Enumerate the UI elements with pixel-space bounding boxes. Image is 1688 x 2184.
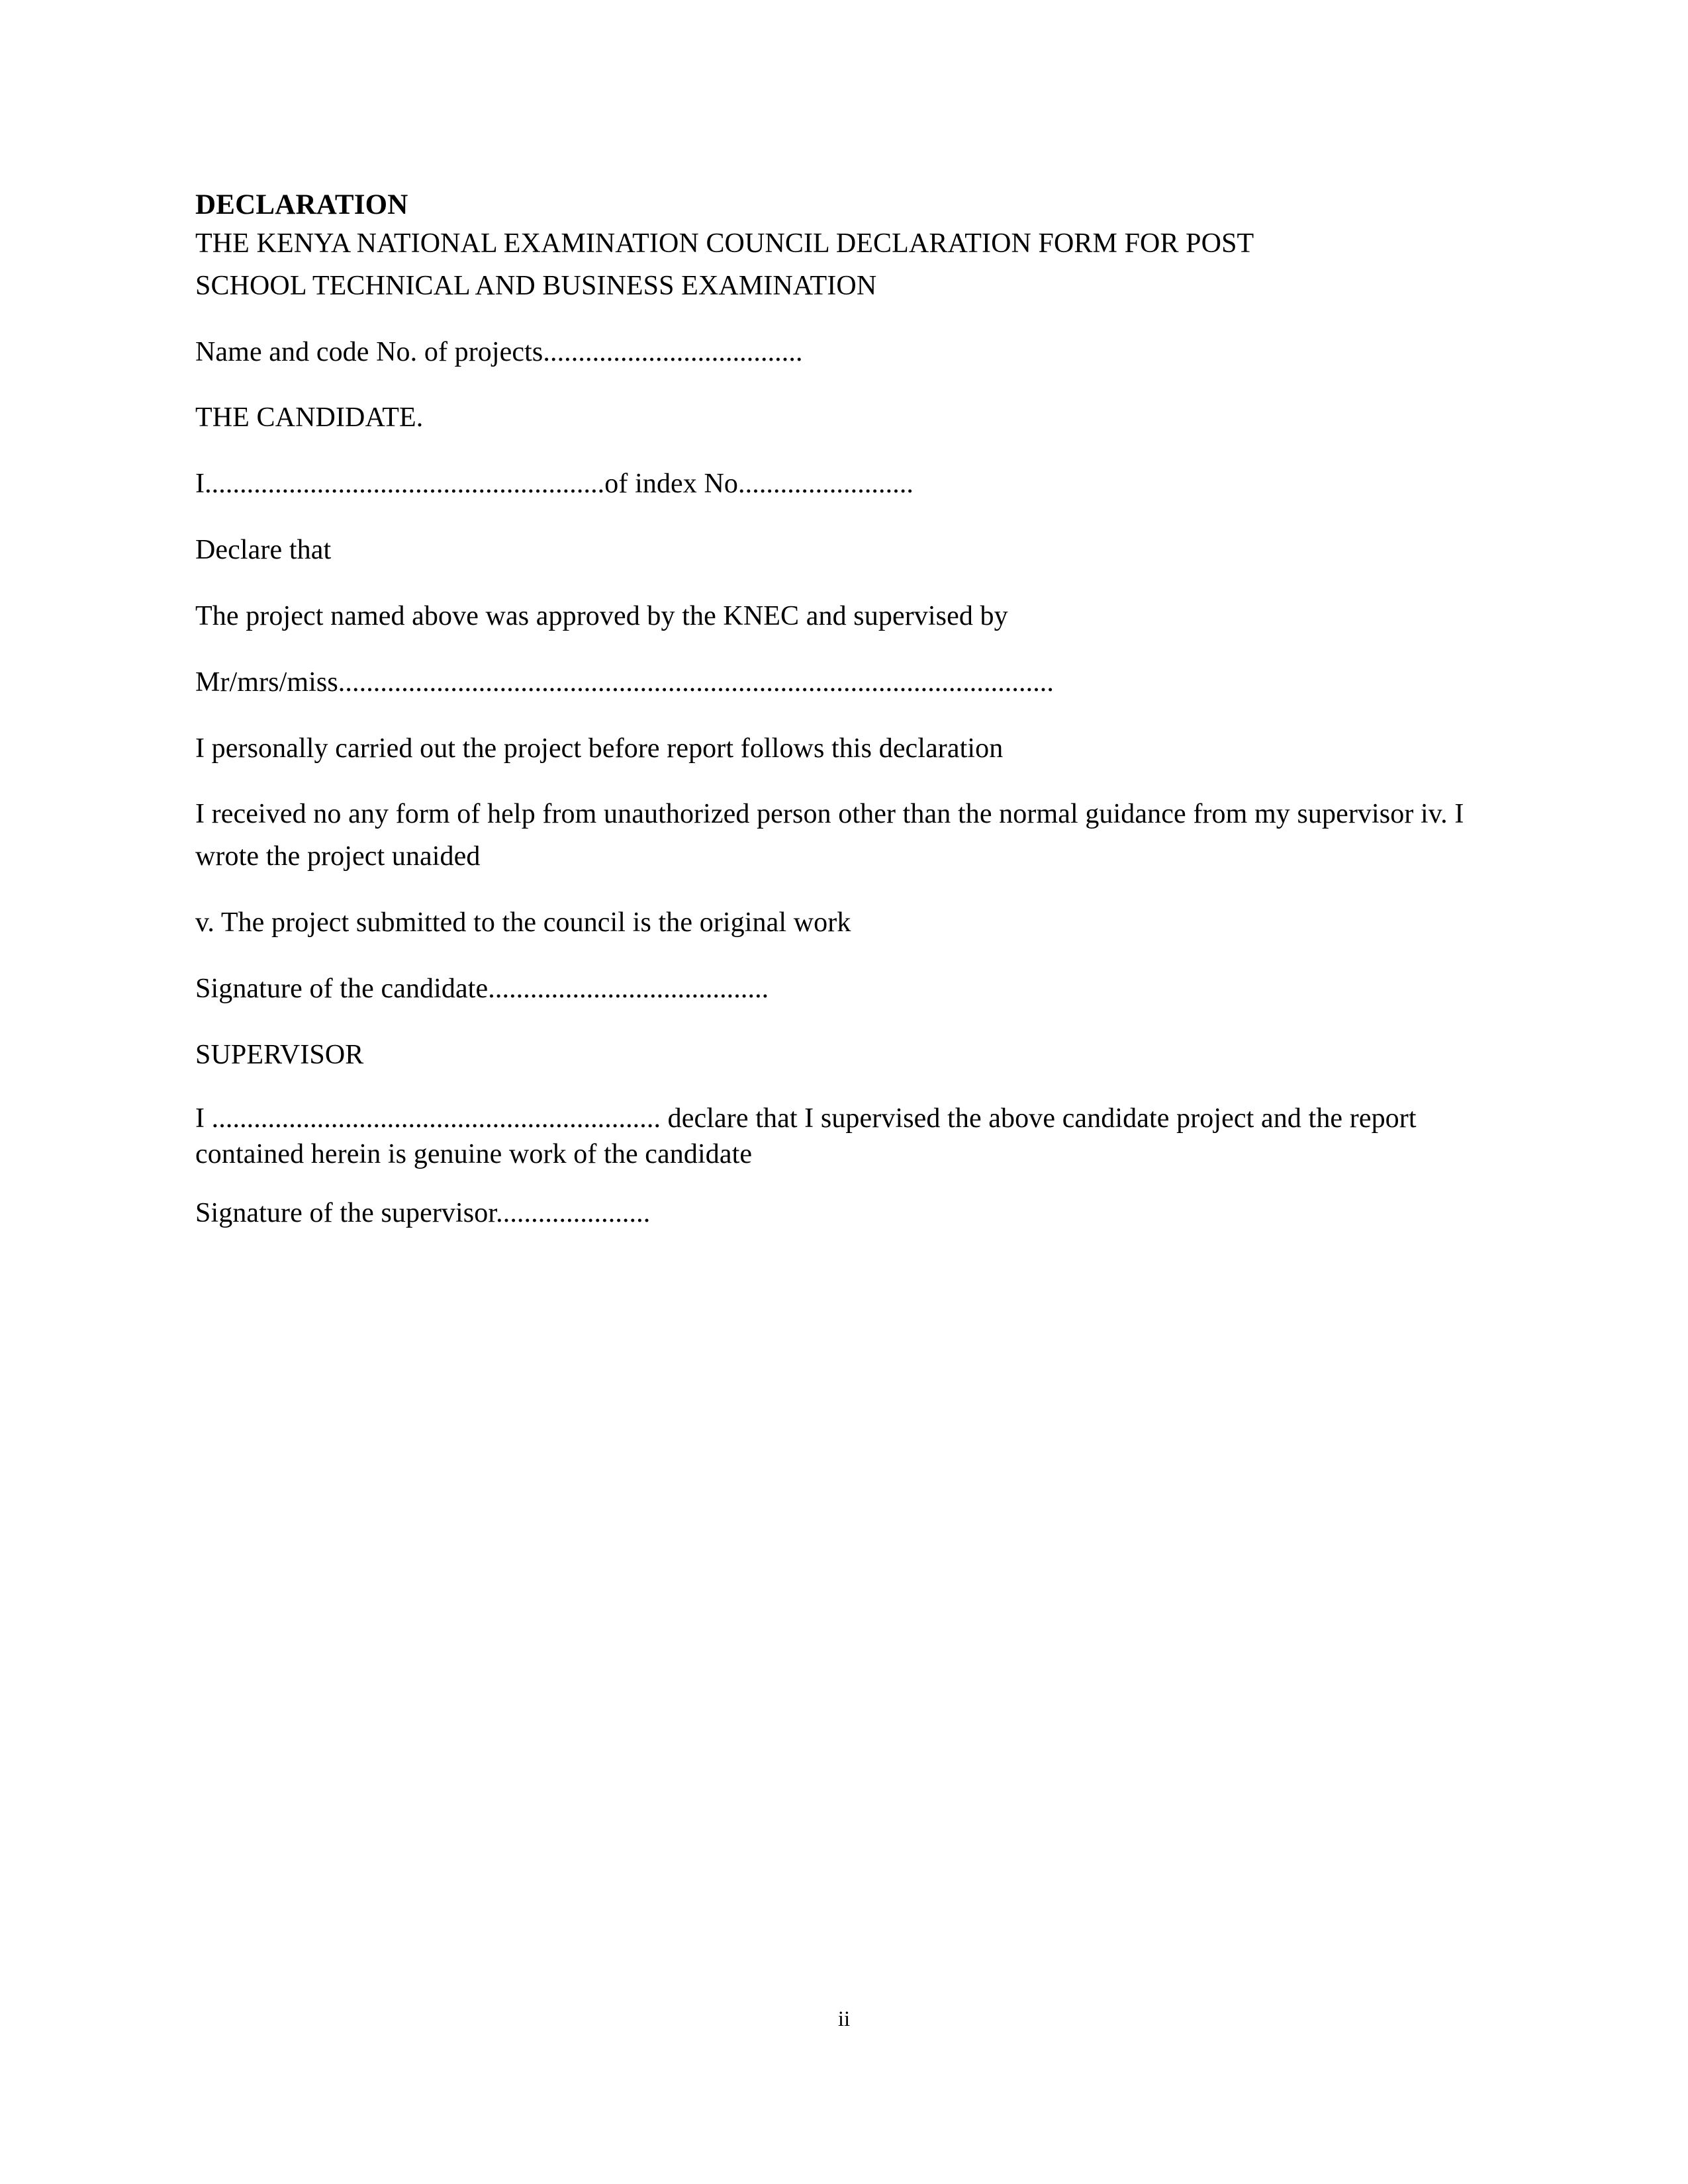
declaration-item-no-unauthorized-help: I received no any form of help from unauthorized person other than the normal guidance from my supervisor iv. I wrote the project unaided xyxy=(195,799,1464,872)
project-name-field-line: Name and code No. of projects..................................... xyxy=(195,336,803,367)
declaration-item-personally-carried-out: I personally carried out the project before report follows this declaration xyxy=(195,733,1004,764)
declare-that-text: Declare that xyxy=(195,535,332,566)
candidate-signature-field-line: Signature of the candidate........................................ xyxy=(195,973,769,1004)
declaration-item-original-work: v. The project submitted to the council is the original work xyxy=(195,907,851,938)
candidate-name-index-field-line: I.........................................................of index No......................... xyxy=(195,469,914,500)
form-title-line-2: SCHOOL TECHNICAL AND BUSINESS EXAMINATION xyxy=(195,270,877,301)
supervisor-section-label: SUPERVISOR xyxy=(195,1039,364,1070)
supervisor-signature-field-line: Signature of the supervisor...................... xyxy=(195,1197,651,1228)
supervisor-name-field-line: Mr/mrs/miss...................................................................................................... xyxy=(195,666,1054,698)
candidate-section-label: THE CANDIDATE. xyxy=(195,402,424,433)
supervisor-declaration-text: I ................................................................ declare that I supervised the above candidate project and the report contained herein is genuine work of the candidate xyxy=(195,1103,1417,1170)
form-title-line-1: THE KENYA NATIONAL EXAMINATION COUNCIL DECLARATION FORM FOR POST xyxy=(195,228,1254,259)
document-body xyxy=(195,191,1470,1235)
declaration-item-approved: The project named above was approved by the KNEC and supervised by xyxy=(195,600,1008,631)
page-title: DECLARATION xyxy=(195,189,408,220)
page-number: ii xyxy=(837,2007,851,2031)
